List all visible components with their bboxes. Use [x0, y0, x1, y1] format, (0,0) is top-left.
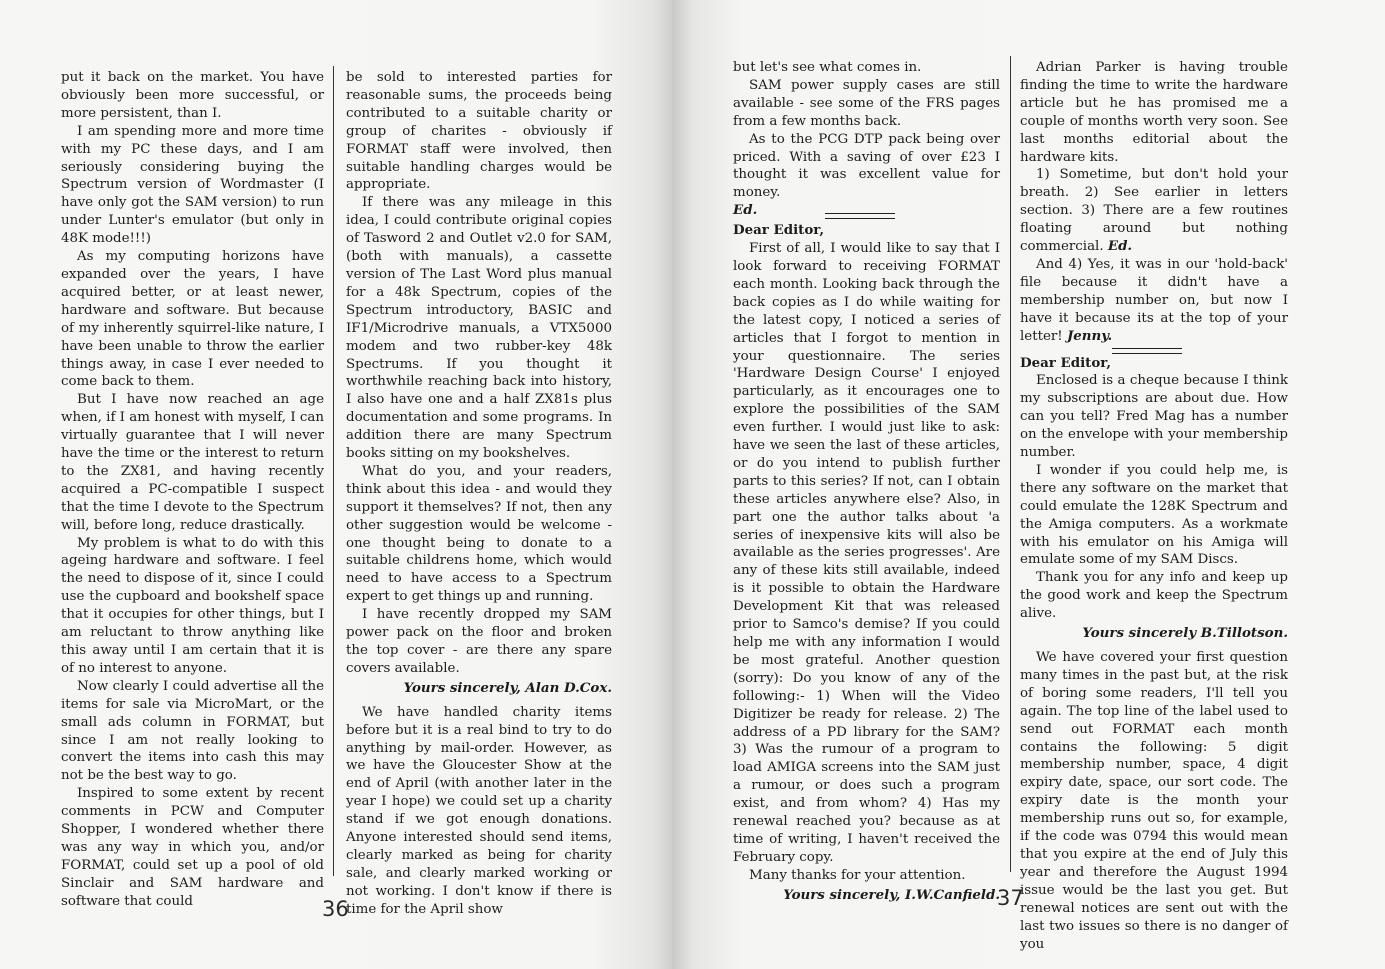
paragraph: Now clearly I could advertise all the items for sale via MicroMart, or the small ads column in FORMAT, but since I am not really looking to convert the items into cash this may not be the best way to go. — [61, 678, 324, 784]
paragraph: Adrian Parker is having trouble finding the time to write the hardware article but he has promised me a couple of months worth very soon. See last months editorial about the hardware kits. — [1020, 60, 1288, 165]
separator — [1112, 348, 1182, 354]
paragraph: be sold to interested parties for reasonable sums, the proceeds being contributed to a suitable charity or group of charites - obviously if FORMAT staff were involved, then suitable handling charges would be appropriate. — [346, 70, 612, 193]
left-column-1 — [61, 69, 324, 911]
letter-heading: Dear Editor, — [733, 222, 825, 239]
column-rule — [1010, 56, 1011, 872]
right-column-1 — [733, 59, 1000, 911]
column-rule — [333, 66, 334, 876]
reply-text: 1) Sometime, but don't hold your breath. 2) See earlier in letters section. 3) There are a few routines floating around but nothing commercial. — [1020, 167, 1288, 255]
paragraph: SAM power supply cases are still available - see some of the FRS pages from a few months back. — [733, 77, 1000, 129]
paragraph: put it back on the market. You have obviously been more successful, or more persistent, than I. — [61, 70, 324, 121]
paragraph: My problem is what to do with this ageing hardware and software. I feel the need to dispose of it, since I could use the cupboard and bookshelf space that it occupies for other things, but I am reluctant to throw anything like this away until I am certain that it is of no interest to anyone. — [61, 535, 324, 676]
paragraph: I am spending more and more time with my PC these days, and I am seriously considering buying the Spectrum version of Wordmaster (I have only got the SAM version) to run under Lunter's emulator (but only in 48K mode!!!) — [61, 123, 324, 247]
paragraph: Many thanks for your attention. — [749, 867, 966, 883]
separator — [825, 213, 895, 219]
signature: Yours sincerely, I.W.Canfield. — [783, 886, 1000, 903]
page-number: 37 — [997, 886, 1024, 910]
editor-reply: We have handled charity items before but it is a real bind to try to do anything by mail-order. However, as we have the Gloucester Show at the end of April (with another later in the year I hope) we could set up a charity stand if we got enough donations. Anyone interested should send items, clearly marked as being for charity sale, and clearly marked working or not working. I don't know if there is time for the April show — [346, 704, 612, 917]
letter-heading: Dear Editor, — [1020, 354, 1112, 371]
right-column-2 — [1020, 59, 1288, 953]
reply-text: And 4) Yes, it was in our 'hold-back' file because it didn't have a membership number on, but now I have it because its at the top of your letter! — [1020, 256, 1288, 344]
paragraph: but let's see what comes in. — [733, 60, 922, 75]
editor-reply: We have covered your first question many times in the past but, at the risk of boring some readers, I'll tell you again. The top line of the label used to send out FORMAT each month contains the following: 5 digit membership number, space, 4 digit expiry date, space, our sort code. The expiry date is the month your membership runs out so, for example, if the code was 0794 this would mean that you expire at the end of July this year and therefore the August 1994 issue would be the last you get. But renewal notices are sent out with the last two issues so there is no danger of you — [1020, 650, 1288, 952]
paragraph: As to the PCG DTP pack being over priced. With a saving of over £23 I thought it was excellent value for money. — [733, 131, 1000, 201]
paragraph: But I have now reached an age when, if I am honest with myself, I can virtually guarantee that I will never have the time or the interest to return to the ZX81, and having recently acquired a PC-compatible I suspect that the time I devote to the Spectrum will, before long, reduce drastically. — [61, 392, 324, 533]
paragraph: I wonder if you could help me, is there any software on the market that could emulate the 128K Spectrum and the Amiga computers. As a workmate with his emulator on his Amiga will emulate some of my SAM Discs. — [1020, 462, 1288, 568]
page-number: 36 — [322, 897, 349, 921]
editor-sign: Ed. — [1107, 238, 1133, 255]
paragraph: As my computing horizons have expanded over the years, I have acquired better, or at least newer, hardware and software. But because of my inherently squirrel-like nature, I have been unable to throw the earlier things away, in case I ever needed to come back to them. — [61, 249, 324, 390]
paragraph: If there was any mileage in this idea, I could contribute original copies of Tasword 2 and Outlet v2.0 for SAM, (both with manuals), a cassette version of The Last Word plus manual for a 48k Spectrum, copies of the Spectrum introductory, BASIC and IF1/Microdrive manuals, a VTX5000 modem and two rubber-key 48k Spectrums. If you thought it worthwhile reaching back into history, I also have one and a half ZX81s plus documentation and some programs. In addition there are many Spectrum books sitting on my bookshelves. — [346, 195, 612, 462]
paragraph: What do you, and your readers, think about this idea - and would they support it themselves? If not, then any other suggestion would be welcome - one thought being to donate to a suitable childrens home, which would need to have access to a Spectrum expert to get things up and running. — [346, 463, 612, 605]
paragraph: Thank you for any info and keep up the good work and keep the Spectrum alive. — [1020, 570, 1288, 622]
signature: Yours sincerely B.Tillotson. — [1082, 625, 1288, 642]
paragraph: I have recently dropped my SAM power pack on the floor and broken the top cover - are there any spare covers available. — [346, 607, 612, 676]
left-column-2 — [346, 69, 612, 919]
staff-sign: Jenny. — [1066, 327, 1113, 344]
right-page — [672, 0, 1385, 969]
paragraph: First of all, I would like to say that I look forward to receiving FORMAT each month. Looking back through the back copies as I do while waiting for the latest copy, I noticed a series of articles that I forgot to mention in your questionnaire. The series 'Hardware Design Course' I enjoyed particularly, as it encourages one to explore the possibilities of the SAM even further. I would just like to ask: have we seen the last of these articles, or do you intend to publish further parts to this series? If not, can I obtain these articles anywhere else? Also, in part one the author talks about 'a series of inexpensive kits will also be available as the series progresses'. Are any of these kits still available, indeed is it possible to obtain the Hardware Development Kit that was released prior to Samco's demise? If you could help me with any information I would be most grateful. Another question (sorry): Do you know of any of the following:- 1) When will the Video Digitizer be ready for release. 2) The address of a PD library for the SAM? 3) Was the rumour of a program to load AMIGA screens into the SAM just a rumour, or does such a program exist, and from whom? 4) Has my renewal reached you? because as at time of writing, I haven't received the February copy. — [733, 241, 1000, 865]
paragraph — [1020, 256, 1288, 346]
paragraph: Enclosed is a cheque because I think my subscriptions are about due. How can you tell? Fred Mag has a number on the envelope with your membership number. — [1020, 373, 1288, 461]
editor-sign: Ed. — [733, 202, 758, 219]
left-page — [0, 0, 672, 969]
signature: Yours sincerely, Alan D.Cox. — [403, 679, 612, 696]
paragraph — [1020, 166, 1288, 256]
paragraph: Inspired to some extent by recent comments in PCW and Computer Shopper, I wondered whether there was any way in which you, and/or FORMAT, could set up a pool of old Sinclair and SAM hardware and software that could — [61, 786, 324, 909]
